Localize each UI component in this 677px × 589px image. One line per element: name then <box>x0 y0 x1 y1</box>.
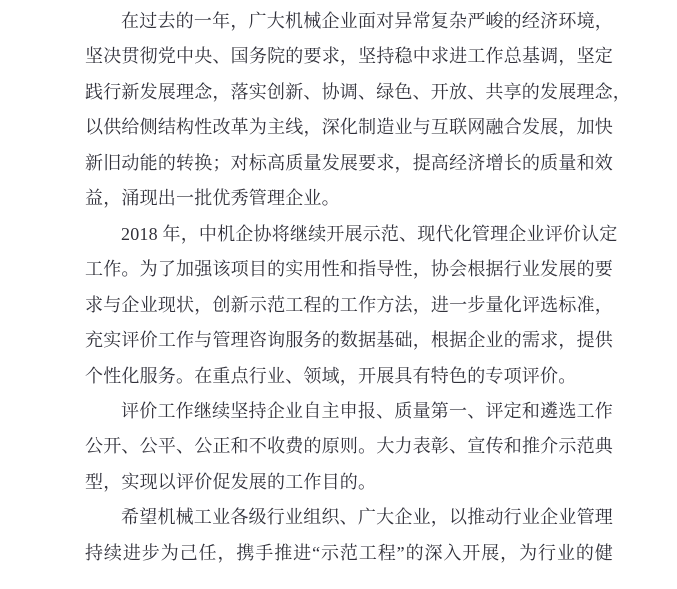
text-line: 希望机械工业各级行业组织、广大企业，以推动行业企业管理 <box>121 507 613 528</box>
text-line: 坚决贯彻党中央、国务院的要求，坚持稳中求进工作总基调，坚定 <box>85 46 613 67</box>
text-line: 践行新发展理念，落实创新、协调、绿色、开放、共享的发展理念， <box>85 81 631 102</box>
document-text-block <box>85 4 631 571</box>
text-line: 2018 年，中机企协将继续开展示范、现代化管理企业评价认定 <box>121 223 618 244</box>
text-line: 在过去的一年，广大机械企业面对异常复杂严峻的经济环境， <box>121 11 613 31</box>
text-line: 评价工作继续坚持企业自主申报、质量第一、评定和遴选工作 <box>121 400 613 421</box>
text-line: 求与企业现状，创新示范工程的工作方法，进一步量化评选标准， <box>85 294 613 315</box>
text-line: 持续进步为己任，携手推进“示范工程”的深入开展，为行业的健 <box>85 542 613 563</box>
text-line: 公开、公平、公正和不收费的原则。大力表彰、宣传和推介示范典 <box>85 436 613 457</box>
text-line: 益，涌现出一批优秀管理企业。 <box>85 188 340 209</box>
text-line: 个性化服务。在重点行业、领域，开展具有特色的专项评价。 <box>85 365 577 386</box>
text-line: 以供给侧结构性改革为主线，深化制造业与互联网融合发展，加快 <box>85 117 613 138</box>
text-line: 新旧动能的转换；对标高质量发展要求，提高经济增长的质量和效 <box>85 152 613 173</box>
text-line: 型，实现以评价促发展的工作目的。 <box>85 471 377 492</box>
text-line: 充实评价工作与管理咨询服务的数据基础，根据企业的需求，提供 <box>85 330 613 351</box>
text-line: 工作。为了加强该项目的实用性和指导性，协会根据行业发展的要 <box>85 259 613 280</box>
